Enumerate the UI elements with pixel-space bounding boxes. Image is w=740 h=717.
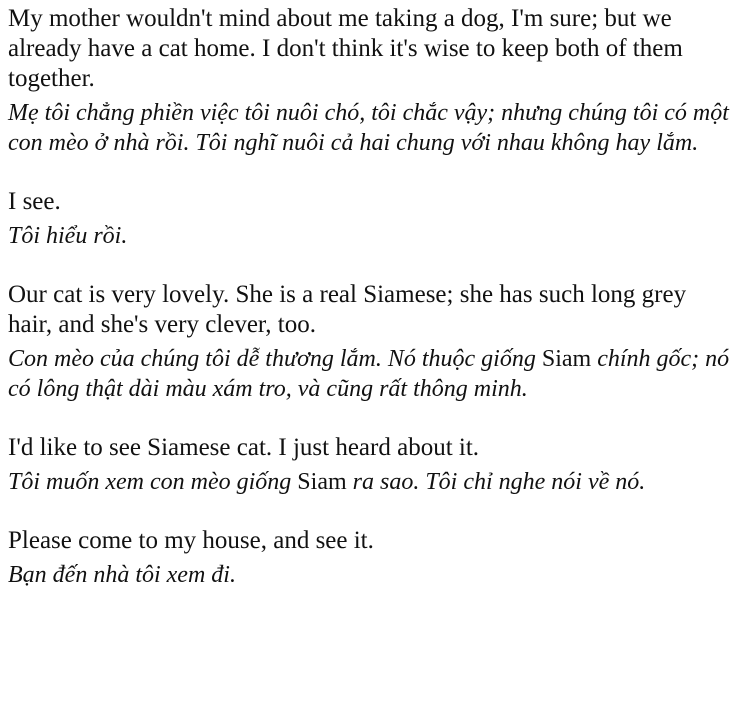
vietnamese-line: Bạn đến nhà tôi xem đi. <box>8 562 236 588</box>
dialogue-exchange-1 <box>8 4 736 158</box>
vietnamese-line: Mẹ tôi chẳng phiền việc tôi nuôi chó, tôi chắc vậy; nhưng chúng tôi có một con mèo ở nhà rồi. Tôi nghĩ nuôi cả hai chung với nhau không hay lắm. <box>8 100 729 156</box>
english-line: I see. <box>8 188 61 215</box>
breed-name: Siam <box>541 346 592 372</box>
dialogue-exchange-4 <box>8 433 736 497</box>
english-line: I'd like to see Siamese cat. I just heard about it. <box>8 434 480 461</box>
vietnamese-text-part: Con mèo của chúng tôi dễ thương lắm. Nó thuộc giống <box>8 346 542 372</box>
vietnamese-text-part: ra sao. Tôi chỉ nghe nói về nó. <box>346 469 646 495</box>
english-line: My mother wouldn't mind about me taking a dog, I'm sure; but we already have a cat home. I don't think it's wise to keep both of them together. <box>8 5 683 92</box>
english-line: Our cat is very lovely. She is a real Siamese; she has such long grey hair, and she's very clever, too. <box>8 281 687 338</box>
vietnamese-text-part: Tôi muốn xem con mèo giống <box>8 469 298 495</box>
english-line: Please come to my house, and see it. <box>8 527 374 554</box>
dialogue-exchange-5 <box>8 526 736 590</box>
vietnamese-text-part: chính gốc; nó có lông thật dài màu xám tro, và cũng rất thông minh. <box>8 346 730 402</box>
dialogue-exchange-2 <box>8 187 736 251</box>
vietnamese-line <box>8 344 736 404</box>
vietnamese-line <box>8 467 736 497</box>
dialogue-page <box>8 4 736 590</box>
dialogue-exchange-3 <box>8 280 736 404</box>
vietnamese-line: Tôi hiểu rồi. <box>8 223 128 249</box>
breed-name: Siam <box>297 469 347 495</box>
